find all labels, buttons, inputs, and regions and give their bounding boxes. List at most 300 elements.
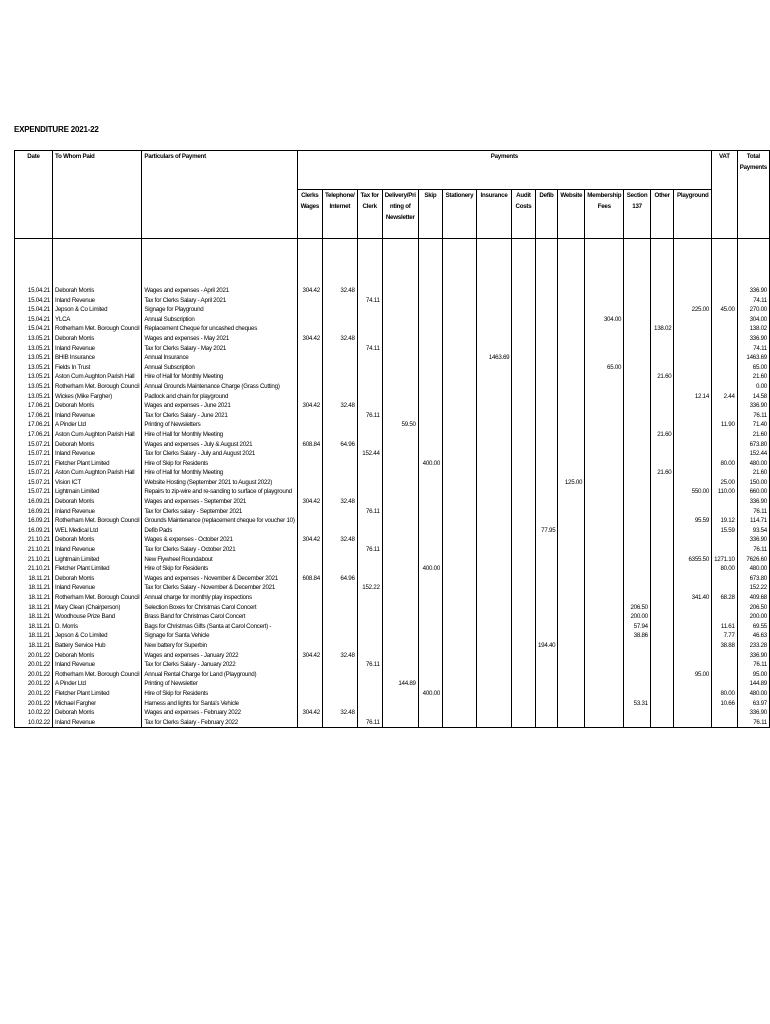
amount-cell [382, 516, 418, 526]
payee-cell: Deborah Morris [53, 286, 142, 296]
amount-cell [382, 535, 418, 545]
amount-cell [322, 344, 357, 354]
spacer-cell [53, 239, 142, 287]
payee-cell: A Pinder Ltd [53, 679, 142, 689]
amount-cell: 152.44 [357, 449, 382, 459]
amount-cell [297, 631, 322, 641]
amount-cell [418, 555, 442, 565]
amount-cell [512, 583, 535, 593]
payee-cell: WEL Medical Ltd [53, 526, 142, 536]
payee-cell: Vision ICT [53, 478, 142, 488]
amount-cell [512, 372, 535, 382]
amount-cell [624, 372, 651, 382]
amount-cell [443, 564, 477, 574]
particulars-cell: Tax for Clerks Salary - July and August 2021 [142, 449, 297, 459]
amount-cell: 76.11 [357, 411, 382, 421]
amount-cell [674, 622, 712, 632]
amount-cell [674, 631, 712, 641]
amount-cell [535, 411, 558, 421]
spacer-cell [712, 239, 738, 287]
amount-cell: 144.89 [382, 679, 418, 689]
amount-cell: 225.00 [674, 305, 712, 315]
payee-cell: BHIB Insurance [53, 353, 142, 363]
total-cell: 76.11 [737, 660, 769, 670]
vat-cell [712, 353, 738, 363]
amount-cell [535, 564, 558, 574]
amount-cell [512, 334, 535, 344]
amount-cell [535, 353, 558, 363]
amount-cell [535, 372, 558, 382]
amount-cell [322, 372, 357, 382]
amount-cell [650, 487, 674, 497]
amount-cell [322, 699, 357, 709]
total-cell: 69.55 [737, 622, 769, 632]
amount-cell: 341.40 [674, 593, 712, 603]
total-cell: 409.68 [737, 593, 769, 603]
amount-cell: 608.84 [297, 574, 322, 584]
amount-cell [558, 603, 585, 613]
spacer-cell [476, 239, 512, 287]
amount-cell [382, 660, 418, 670]
amount-cell [624, 593, 651, 603]
date-cell: 15.07.21 [15, 478, 53, 488]
amount-cell [322, 516, 357, 526]
particulars-cell: Tax for Clerks Salary - February 2022 [142, 718, 297, 728]
amount-cell [585, 478, 624, 488]
spacer-cell [15, 239, 53, 287]
amount-cell [443, 535, 477, 545]
amount-cell [443, 526, 477, 536]
amount-cell: 32.48 [322, 651, 357, 661]
total-cell: 480.00 [737, 689, 769, 699]
amount-cell [512, 353, 535, 363]
date-cell: 13.05.21 [15, 382, 53, 392]
amount-cell [650, 344, 674, 354]
amount-cell [322, 363, 357, 373]
amount-cell [476, 574, 512, 584]
vat-cell [712, 651, 738, 661]
amount-cell [418, 440, 442, 450]
vat-cell [712, 545, 738, 555]
amount-cell [382, 708, 418, 718]
date-cell: 17.06.21 [15, 411, 53, 421]
amount-cell [443, 622, 477, 632]
amount-cell [624, 708, 651, 718]
amount-cell [357, 574, 382, 584]
amount-cell [585, 420, 624, 430]
column-header: Playground [674, 190, 712, 239]
amount-cell [585, 324, 624, 334]
amount-cell [674, 497, 712, 507]
amount-cell [558, 641, 585, 651]
amount-cell [297, 363, 322, 373]
amount-cell [322, 468, 357, 478]
amount-cell [476, 392, 512, 402]
amount-cell [297, 583, 322, 593]
date-cell: 10.02.22 [15, 718, 53, 728]
amount-cell [585, 449, 624, 459]
column-header: Telephone/ Internet [322, 190, 357, 239]
amount-cell [443, 382, 477, 392]
amount-cell [558, 651, 585, 661]
amount-cell [357, 478, 382, 488]
date-cell: 15.07.21 [15, 468, 53, 478]
amount-cell [382, 593, 418, 603]
amount-cell [512, 420, 535, 430]
payee-cell: Jepson & Co Limited [53, 631, 142, 641]
vat-cell: 15.59 [712, 526, 738, 536]
amount-cell [297, 545, 322, 555]
amount-cell [476, 660, 512, 670]
amount-cell [382, 487, 418, 497]
amount-cell [624, 679, 651, 689]
column-header: Tax for Clerk [357, 190, 382, 239]
amount-cell [624, 420, 651, 430]
amount-cell [297, 660, 322, 670]
amount-cell [650, 449, 674, 459]
amount-cell [650, 382, 674, 392]
amount-cell [418, 363, 442, 373]
amount-cell [624, 641, 651, 651]
amount-cell [443, 392, 477, 402]
amount-cell [357, 430, 382, 440]
date-cell: 18.11.21 [15, 593, 53, 603]
amount-cell [624, 651, 651, 661]
amount-cell [558, 535, 585, 545]
amount-cell [476, 411, 512, 421]
particulars-cell: Wages and expenses - April 2021 [142, 286, 297, 296]
amount-cell [357, 324, 382, 334]
column-header: Clerks Wages [297, 190, 322, 239]
date-cell: 13.05.21 [15, 363, 53, 373]
table-row [15, 622, 770, 632]
vat-cell: 10.66 [712, 699, 738, 709]
amount-cell [650, 564, 674, 574]
amount-cell [624, 296, 651, 306]
amount-cell [585, 286, 624, 296]
amount-cell [585, 468, 624, 478]
amount-cell [674, 459, 712, 469]
amount-cell [476, 315, 512, 325]
amount-cell [624, 670, 651, 680]
amount-cell [535, 670, 558, 680]
total-cell: 46.63 [737, 631, 769, 641]
amount-cell: 304.00 [585, 315, 624, 325]
amount-cell [297, 459, 322, 469]
amount-cell [558, 699, 585, 709]
particulars-cell: Tax for Clerks Salary - June 2021 [142, 411, 297, 421]
amount-cell [382, 440, 418, 450]
amount-cell [357, 641, 382, 651]
table-row [15, 516, 770, 526]
amount-cell [624, 392, 651, 402]
payee-cell: Wickes (Mike Fargher) [53, 392, 142, 402]
amount-cell [558, 324, 585, 334]
amount-cell [357, 535, 382, 545]
amount-cell [443, 516, 477, 526]
spacer-cell [585, 239, 624, 287]
amount-cell [674, 344, 712, 354]
amount-cell [322, 526, 357, 536]
column-header: Stationery [443, 190, 477, 239]
total-cell: 76.11 [737, 718, 769, 728]
table-row [15, 401, 770, 411]
amount-cell [624, 478, 651, 488]
amount-cell [650, 612, 674, 622]
amount-cell [535, 679, 558, 689]
date-cell: 10.02.22 [15, 708, 53, 718]
vat-cell: 19.12 [712, 516, 738, 526]
payee-cell: Deborah Morris [53, 334, 142, 344]
vat-cell [712, 372, 738, 382]
amount-cell [624, 526, 651, 536]
amount-cell [476, 324, 512, 334]
column-header: Delivery/Pri nting of Newsletter [382, 190, 418, 239]
amount-cell [443, 353, 477, 363]
amount-cell [476, 459, 512, 469]
amount-cell [558, 468, 585, 478]
amount-cell [512, 622, 535, 632]
amount-cell [418, 651, 442, 661]
amount-cell [512, 670, 535, 680]
particulars-cell: Tax for Clerks salary - September 2021 [142, 507, 297, 517]
amount-cell [674, 689, 712, 699]
amount-cell [558, 315, 585, 325]
total-cell: 152.22 [737, 583, 769, 593]
column-header: Section 137 [624, 190, 651, 239]
amount-cell [322, 487, 357, 497]
amount-cell: 32.48 [322, 535, 357, 545]
date-cell: 13.05.21 [15, 344, 53, 354]
amount-cell [382, 363, 418, 373]
amount-cell [357, 315, 382, 325]
amount-cell [535, 612, 558, 622]
payee-cell: Inland Revenue [53, 296, 142, 306]
amount-cell [476, 382, 512, 392]
amount-cell [357, 593, 382, 603]
amount-cell [650, 718, 674, 728]
amount-cell [650, 286, 674, 296]
table-row [15, 545, 770, 555]
amount-cell [476, 420, 512, 430]
table-row [15, 334, 770, 344]
amount-cell [585, 689, 624, 699]
amount-cell [558, 353, 585, 363]
amount-cell [418, 641, 442, 651]
amount-cell [476, 708, 512, 718]
amount-cell [624, 324, 651, 334]
table-row [15, 487, 770, 497]
amount-cell [443, 497, 477, 507]
amount-cell [650, 603, 674, 613]
amount-cell: 400.00 [418, 689, 442, 699]
particulars-cell: Wages and expenses - July & August 2021 [142, 440, 297, 450]
particulars-cell: Tax for Clerks Salary - April 2021 [142, 296, 297, 306]
payee-cell: Mary Clean (Chairperson) [53, 603, 142, 613]
particulars-cell: Hire of Skip for Residents [142, 689, 297, 699]
amount-cell [650, 699, 674, 709]
amount-cell [322, 478, 357, 488]
date-cell: 20.01.22 [15, 699, 53, 709]
amount-cell [418, 411, 442, 421]
amount-cell [476, 679, 512, 689]
amount-cell [650, 411, 674, 421]
amount-cell [585, 430, 624, 440]
table-row [15, 296, 770, 306]
amount-cell [418, 507, 442, 517]
amount-cell [322, 459, 357, 469]
date-cell: 15.07.21 [15, 440, 53, 450]
amount-cell [476, 583, 512, 593]
date-cell: 15.04.21 [15, 296, 53, 306]
amount-cell: 76.11 [357, 718, 382, 728]
amount-cell [558, 574, 585, 584]
amount-cell [418, 430, 442, 440]
total-cell: 14.58 [737, 392, 769, 402]
payee-cell: Battery Service Hub [53, 641, 142, 651]
amount-cell [558, 440, 585, 450]
amount-cell [558, 670, 585, 680]
amount-cell [535, 708, 558, 718]
amount-cell [674, 660, 712, 670]
payee-cell: Deborah Morris [53, 574, 142, 584]
particulars-cell: Padlock and chain for playground [142, 392, 297, 402]
amount-cell [476, 622, 512, 632]
header-vat: VAT [712, 151, 738, 239]
amount-cell [322, 641, 357, 651]
amount-cell [624, 689, 651, 699]
amount-cell [443, 401, 477, 411]
payee-cell: Deborah Morris [53, 651, 142, 661]
amount-cell [558, 593, 585, 603]
amount-cell [624, 497, 651, 507]
amount-cell [624, 718, 651, 728]
amount-cell [382, 449, 418, 459]
amount-cell: 21.60 [650, 468, 674, 478]
particulars-cell: Grounds Maintenance (replacement cheque for voucher 10) [142, 516, 297, 526]
particulars-cell: Selection Boxes for Christmas Carol Concert [142, 603, 297, 613]
amount-cell [443, 487, 477, 497]
vat-cell: 7.77 [712, 631, 738, 641]
spacer-cell [512, 239, 535, 287]
amount-cell: 77.95 [535, 526, 558, 536]
amount-cell [535, 516, 558, 526]
amount-cell [535, 487, 558, 497]
amount-cell [476, 593, 512, 603]
amount-cell [585, 555, 624, 565]
amount-cell [558, 363, 585, 373]
amount-cell [512, 487, 535, 497]
table-row [15, 449, 770, 459]
spacer-cell [418, 239, 442, 287]
amount-cell [443, 660, 477, 670]
amount-cell [357, 334, 382, 344]
amount-cell [476, 631, 512, 641]
header-particulars: Particulars of Payment [142, 151, 297, 239]
amount-cell [585, 622, 624, 632]
amount-cell [650, 545, 674, 555]
amount-cell [357, 382, 382, 392]
date-cell: 18.11.21 [15, 641, 53, 651]
amount-cell [535, 324, 558, 334]
amount-cell [418, 535, 442, 545]
table-row [15, 612, 770, 622]
amount-cell [674, 286, 712, 296]
amount-cell [357, 468, 382, 478]
amount-cell [585, 679, 624, 689]
amount-cell [650, 689, 674, 699]
amount-cell [535, 545, 558, 555]
table-row [15, 420, 770, 430]
amount-cell [443, 545, 477, 555]
amount-cell [357, 516, 382, 526]
amount-cell: 32.48 [322, 497, 357, 507]
particulars-cell: Hire of Hall for Monthly Meeting [142, 430, 297, 440]
amount-cell [512, 641, 535, 651]
amount-cell [535, 286, 558, 296]
amount-cell [650, 660, 674, 670]
spacer-cell [443, 239, 477, 287]
amount-cell [382, 478, 418, 488]
amount-cell [382, 526, 418, 536]
amount-cell [674, 449, 712, 459]
amount-cell [624, 535, 651, 545]
amount-cell: 32.48 [322, 334, 357, 344]
amount-cell [382, 305, 418, 315]
amount-cell [476, 535, 512, 545]
total-cell: 206.50 [737, 603, 769, 613]
amount-cell [535, 305, 558, 315]
vat-cell: 68.28 [712, 593, 738, 603]
column-header: Other [650, 190, 674, 239]
spacer-cell [674, 239, 712, 287]
amount-cell [512, 708, 535, 718]
amount-cell [476, 305, 512, 315]
amount-cell [418, 487, 442, 497]
amount-cell [418, 603, 442, 613]
vat-cell [712, 411, 738, 421]
amount-cell [585, 382, 624, 392]
amount-cell [650, 334, 674, 344]
amount-cell [382, 507, 418, 517]
payee-cell: Rotherham Met. Borough Council [53, 382, 142, 392]
payee-cell: Michael Fargher [53, 699, 142, 709]
amount-cell [443, 651, 477, 661]
vat-cell [712, 286, 738, 296]
amount-cell [297, 305, 322, 315]
amount-cell [558, 372, 585, 382]
amount-cell [382, 334, 418, 344]
amount-cell [585, 459, 624, 469]
amount-cell [476, 641, 512, 651]
amount-cell [297, 392, 322, 402]
amount-cell [585, 401, 624, 411]
amount-cell [650, 478, 674, 488]
amount-cell [382, 641, 418, 651]
amount-cell [585, 564, 624, 574]
amount-cell [476, 507, 512, 517]
amount-cell [585, 305, 624, 315]
amount-cell [535, 401, 558, 411]
amount-cell [674, 574, 712, 584]
amount-cell [512, 679, 535, 689]
particulars-cell: Brass Band for Christmas Carol Concert [142, 612, 297, 622]
payee-cell: Rotherham Met. Borough Council [53, 670, 142, 680]
table-row [15, 344, 770, 354]
total-cell: 95.00 [737, 670, 769, 680]
amount-cell [512, 296, 535, 306]
particulars-cell: Replacement Cheque for uncashed cheques [142, 324, 297, 334]
